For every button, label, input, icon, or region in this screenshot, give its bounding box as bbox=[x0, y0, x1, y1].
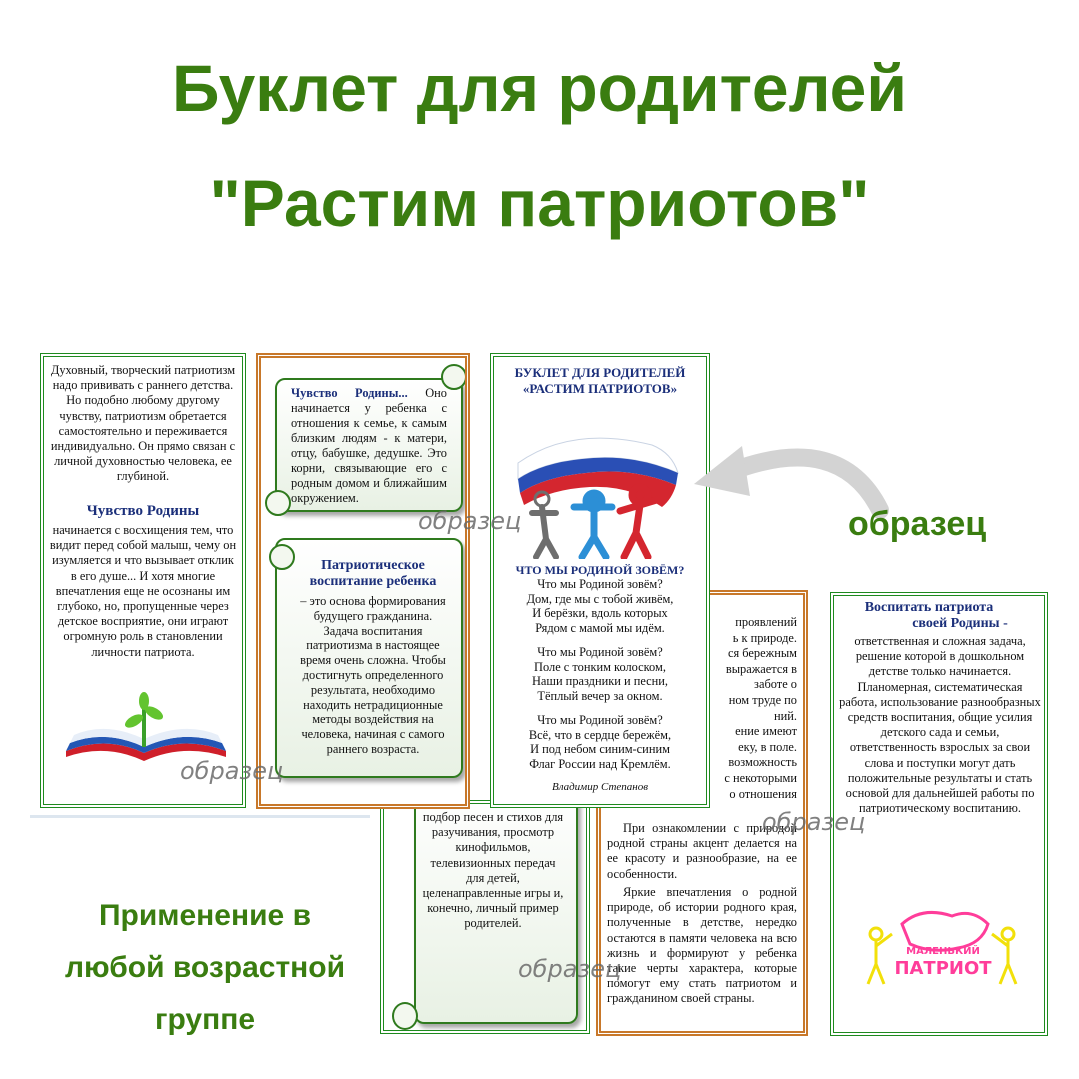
poem-line: Что мы Родиной зовём? bbox=[537, 645, 663, 659]
poem-line: Тёплый вечер за окном. bbox=[537, 688, 663, 703]
fragment: ном труде по bbox=[728, 692, 797, 707]
cover-title1: БУКЛЕТ ДЛЯ РОДИТЕЛЕЙ bbox=[514, 365, 686, 380]
poem-line: Рядом с мамой мы идём. bbox=[535, 620, 665, 635]
fragment: ь к природе. bbox=[732, 630, 797, 645]
poem-line: И под небом синим-синим bbox=[530, 742, 670, 757]
flag-children-logo-icon bbox=[512, 429, 692, 559]
panel1-para2: начинается с восхищения тем, что видит перед собой малыш, чему он изумляется и что вызывает отклик в его душе... И хотя многие впечатления еще не осознаны им глубоко, но, пропущенные через детское восприятие, они играют огромную роль в становлении личности патриота. bbox=[49, 523, 237, 659]
scroll1-text: Оно начинается у ребенка с отношения к семье, к самым близким людям - к матери, отцу, бабушке, дедушке. Это корни, связывающие его с родным домом и ближайшим окружением. bbox=[291, 386, 447, 505]
panel5-para2: Яркие впечатления о родной природе, об истории родного края, полученные в детстве, нередко остаются в памяти человека на всю жизнь и формируют у ребенка такие черты характера, которые помогут ему стать патриотом и гражданином своей страны. bbox=[607, 885, 797, 1006]
poem-line: И берёзки, вдоль которых bbox=[532, 606, 668, 621]
watermark: образец bbox=[518, 955, 622, 983]
panel4-text: подбор песен и стихов для разучивания, просмотр кинофильмов, телевизионных передач для детей, целенаправленные игры и, конечно, личный пример родителей. bbox=[422, 810, 564, 931]
poem-author: Владимир Степанов bbox=[551, 781, 649, 793]
poem-line: Что мы Родиной зовём? bbox=[537, 577, 663, 591]
side-label-line3: группе bbox=[154, 1003, 256, 1036]
side-label-line2: любой возрастной bbox=[64, 951, 346, 984]
panel6-heading2: своей Родины - bbox=[912, 616, 1008, 631]
headline-line1: Буклет для родителей bbox=[172, 51, 907, 125]
scroll2-text: – это основа формирования будущего гражданина. Задача воспитания патриотизма в настоящее время очень сложна. Чтобы достигнуть определенного результата, необходимо находить нетрадиционные методы воздействия на человека, начиная с самого раннего возраста. bbox=[300, 594, 446, 756]
scroll1-heading: Чувство Родины... bbox=[291, 386, 408, 400]
poem-line: Поле с тонким колоском, bbox=[534, 659, 666, 674]
callout-label: образец bbox=[848, 505, 987, 543]
fragment: заботе о bbox=[754, 677, 797, 692]
fragment: о отношения bbox=[729, 786, 797, 801]
panel2-scroll1 bbox=[291, 386, 447, 506]
panel-homeland-scrolls bbox=[256, 353, 470, 809]
watermark: образец bbox=[762, 808, 866, 836]
poem-stanza2 bbox=[494, 645, 706, 703]
panel6-heading1: Воспитать патриота bbox=[864, 600, 994, 615]
poem-line: Дом, где мы с тобой живём, bbox=[526, 591, 674, 606]
panel-bottom-scroll bbox=[380, 800, 590, 1034]
scroll-curl-bottom-left bbox=[269, 544, 295, 570]
scroll-curl-bottom bbox=[392, 1002, 418, 1030]
fragment: проявлений bbox=[735, 615, 797, 629]
panel1-para1: Духовный, творческий патриотизм надо прививать с раннего детства. Но подобно любому другому чувству, патриотизм обретается самостоятельно и переживается индивидуально. Он прямо связан с личной духовностью человека, ее глубиной. bbox=[50, 363, 236, 484]
poem-line: Что мы Родиной зовём? bbox=[537, 713, 663, 727]
fragment: еку, в поле. bbox=[738, 739, 797, 754]
fragment: ение имеют bbox=[735, 724, 797, 739]
fragment: с некоторыми bbox=[724, 770, 797, 785]
panel-spiritual-patriotism bbox=[40, 353, 246, 808]
cover-title2: «РАСТИМ ПАТРИОТОВ» bbox=[522, 381, 678, 396]
side-label bbox=[40, 890, 370, 1046]
divider-line bbox=[30, 815, 370, 818]
scroll-curl-top-left bbox=[265, 490, 291, 516]
panel6-text: ответственная и сложная задача, решение которой в дошкольном детстве только начинается. Планомерная, систематическая работа, использование разнообразных средств воспитания, общие усилия детского сада и семьи, ответственность взрослых за свои слова и поступки могут дать положительные результаты и стать основой для дальнейшей работы по патриотическому воспитанию. bbox=[839, 634, 1041, 816]
poem-title: ЧТО МЫ РОДИНОЙ ЗОВЁМ? bbox=[515, 563, 685, 577]
fragment: выражается в bbox=[725, 661, 797, 676]
fragment: возможность bbox=[728, 755, 797, 770]
watermark: образец bbox=[418, 507, 522, 535]
panel-cover bbox=[490, 353, 710, 808]
poem-stanza3 bbox=[494, 713, 706, 771]
panel1-heading: Чувство Родины bbox=[86, 503, 200, 519]
logo-line1: МАЛЕНЬКИЙ bbox=[906, 946, 980, 957]
side-label-line1: Применение в bbox=[98, 899, 312, 932]
logo-line2: ПАТРИОТ bbox=[894, 958, 992, 979]
headline-line2: "Растим патриотов" bbox=[209, 166, 870, 240]
poem-stanza1 bbox=[494, 577, 706, 635]
scroll2-heading: Патриотическое воспитание ребенка bbox=[309, 558, 437, 589]
poem-line: Наши праздники и песни, bbox=[531, 674, 669, 689]
fragment: ся бережным bbox=[728, 646, 797, 661]
watermark: образец bbox=[180, 757, 284, 785]
panel5-para1: При ознакомлении с природой родной страны акцент делается на ее красоту и разнообразие, на ее особенности. bbox=[607, 821, 797, 881]
poem-line: Всё, что в сердце бережём, bbox=[528, 727, 672, 742]
fragment: ний. bbox=[774, 708, 797, 723]
poem-line: Флаг России над Кремлём. bbox=[529, 756, 671, 771]
